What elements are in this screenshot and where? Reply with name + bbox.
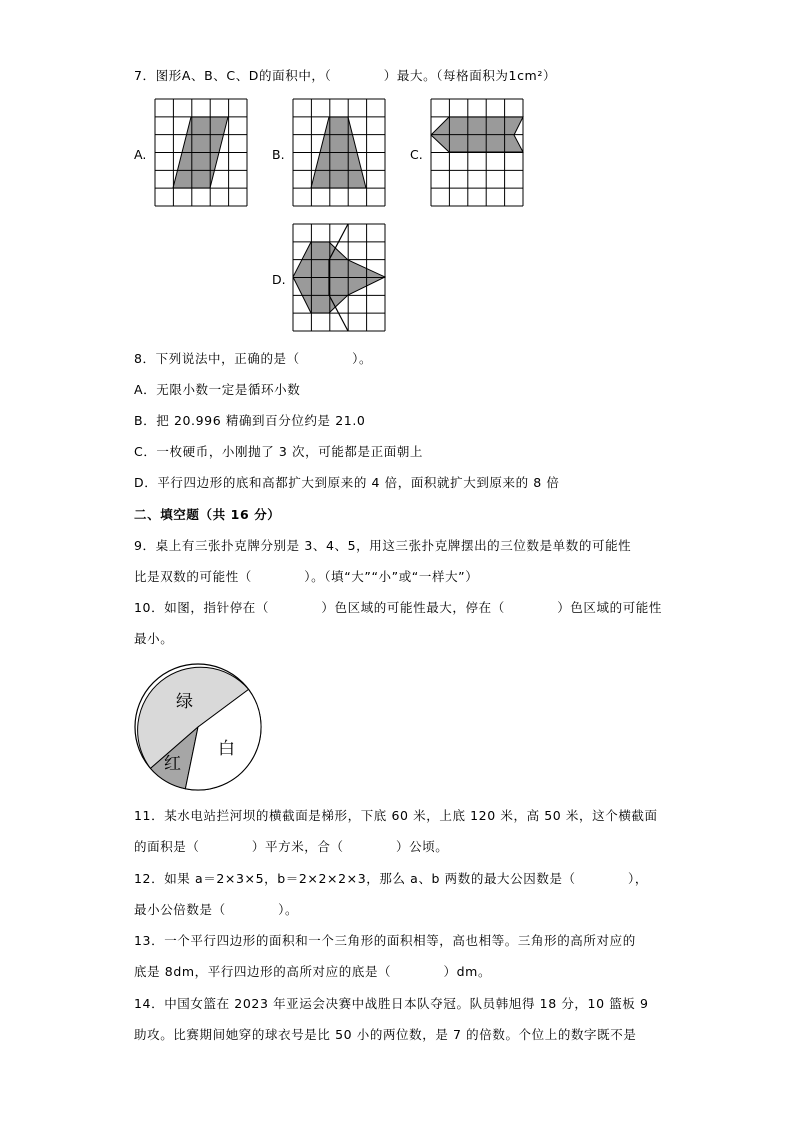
pie-label-green: 绿 bbox=[176, 692, 193, 712]
spinner-pie-chart bbox=[133, 662, 263, 792]
q12-line1: 12．如果 a＝2×3×5，b＝2×2×2×3，那么 a、b 两数的最大公因数是（ ）， bbox=[134, 871, 649, 886]
section-title-fill-in: 二、填空题（共 16 分） bbox=[134, 507, 281, 522]
q7-label-c: C. bbox=[410, 147, 423, 162]
q14-line1: 14．中国女篮在 2023 年亚运会决赛中战胜日本队夺冠。队员韩旭得 18 分，10 篮板 9 bbox=[134, 996, 649, 1011]
grid-figure-b bbox=[293, 99, 385, 206]
q10-line1: 10．如图，指针停在（ ）色区域的可能性最大，停在（ ）色区域的可能性 bbox=[134, 600, 663, 615]
q10-line2: 最小。 bbox=[134, 631, 174, 646]
q8-stem: 8．下列说法中，正确的是（ ）。 bbox=[134, 351, 373, 366]
q8-option-d: D．平行四边形的底和高都扩大到原来的 4 倍，面积就扩大到原来的 8 倍 bbox=[134, 475, 560, 490]
grid-figure-c bbox=[431, 99, 523, 206]
q8-option-b: B．把 20.996 精确到百分位约是 21.0 bbox=[134, 413, 366, 428]
q9-line1: 9．桌上有三张扑克牌分别是 3、4、5，用这三张扑克牌摆出的三位数是单数的可能性 bbox=[134, 538, 632, 553]
q13-line1: 13．一个平行四边形的面积和一个三角形的面积相等，高也相等。三角形的高所对应的 bbox=[134, 933, 636, 948]
q8-option-a: A．无限小数一定是循环小数 bbox=[134, 382, 301, 397]
q11-line1: 11．某水电站拦河坝的横截面是梯形，下底 60 米，上底 120 米，高 50 米，这个横截面 bbox=[134, 808, 658, 823]
q8-option-c: C．一枚硬币，小刚抛了 3 次，可能都是正面朝上 bbox=[134, 444, 424, 459]
q7-label-b: B. bbox=[272, 147, 285, 162]
q7-label-a: A. bbox=[134, 147, 147, 162]
pie-label-red: 红 bbox=[164, 754, 181, 774]
pie-label-white: 白 bbox=[218, 739, 235, 759]
q13-line2: 底是 8dm，平行四边形的高所对应的底是（ ）dm。 bbox=[134, 964, 492, 979]
q9-line2: 比是双数的可能性（ ）。（填“大”“小”或“一样大”） bbox=[134, 569, 479, 584]
grid-figure-d bbox=[293, 224, 385, 331]
q14-line2: 助攻。比赛期间她穿的球衣号是比 50 小的两位数，是 7 的倍数。个位上的数字既不是 bbox=[134, 1027, 637, 1042]
q7-label-d: D. bbox=[272, 272, 286, 287]
q12-line2: 最小公倍数是（ ）。 bbox=[134, 902, 299, 917]
grid-figure-a bbox=[155, 99, 247, 206]
q7-stem: 7．图形A、B、C、D的面积中，（ ）最大。（每格面积为1cm²） bbox=[134, 68, 557, 83]
q11-line2: 的面积是（ ）平方米，合（ ）公顷。 bbox=[134, 839, 449, 854]
